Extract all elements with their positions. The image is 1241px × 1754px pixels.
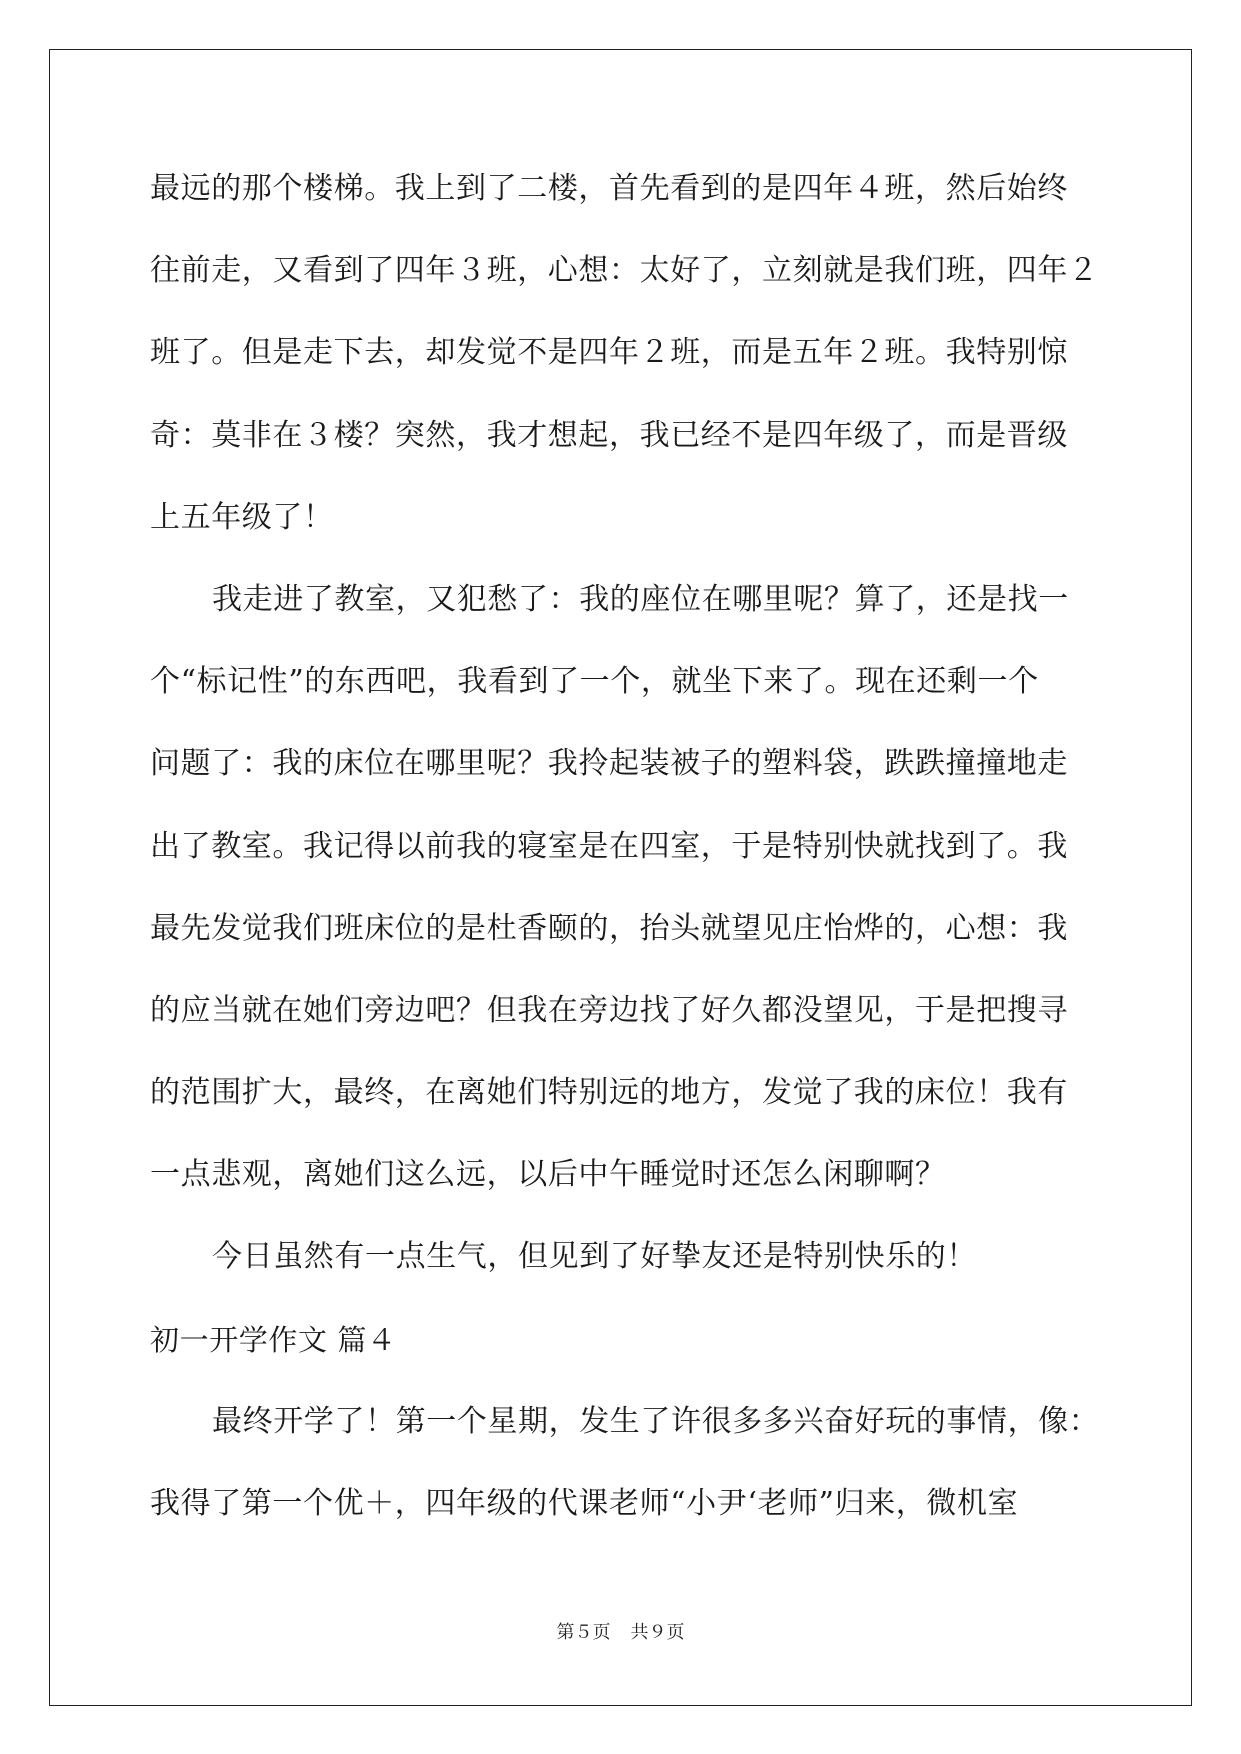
- section-heading: 初一开学作文 篇４: [150, 1322, 397, 1357]
- text-line: 我走进了教室，又犯愁了：我的座位在哪里呢？算了，还是找一: [212, 581, 1069, 617]
- text-line: 今日虽然有一点生气，但见到了好挚友还是特别快乐的！: [212, 1239, 977, 1275]
- text-line: 最先发觉我们班床位的是杜香颐的，抬头就望见庄怡烨的，心想：我: [150, 910, 1068, 946]
- text-line: 一点悲观，离她们这么远，以后中午睡觉时还怎么闲聊啊？: [150, 1157, 946, 1193]
- text-line: 最远的那个楼梯。我上到了二楼，首先看到的是四年４班，然后始终: [150, 171, 1068, 206]
- page-total: 共９页: [630, 1622, 685, 1643]
- text-line: 的范围扩大，最终，在离她们特别远的地方，发觉了我的床位！我有: [150, 1075, 1068, 1111]
- document-body: [150, 148, 1100, 1545]
- text-line: 奇：莫非在３楼？突然，我才想起，我已经不是四年级了，而是晋级: [150, 417, 1068, 453]
- text-line: 最终开学了！第一个星期，发生了许很多多兴奋好玩的事情，像：: [212, 1403, 1100, 1439]
- text-line: 我得了第一个优＋，四年级的代课老师“小尹‘老师”归来，微机室: [150, 1486, 1019, 1521]
- page-footer: [0, 1618, 1241, 1644]
- text-line: 往前走，又看到了四年３班，心想：太好了，立刻就是我们班，四年２: [150, 253, 1099, 289]
- page-number: 第５页: [556, 1622, 611, 1643]
- text-line: 上五年级了！: [150, 499, 334, 535]
- text-line: 的应当就在她们旁边吧？但我在旁边找了好久都没望见，于是把搜寻: [150, 992, 1068, 1028]
- text-line: 班了。但是走下去，却发觉不是四年２班，而是五年２班。我特别惊: [150, 335, 1068, 371]
- text-line: 个“标记性”的东西吧，我看到了一个，就坐下来了。现在还剩一个: [150, 664, 1039, 700]
- text-line: 问题了：我的床位在哪里呢？我拎起装被子的塑料袋，跌跌撞撞地走: [150, 746, 1068, 782]
- text-line: 出了教室。我记得以前我的寝室是在四室，于是特别快就找到了。我: [150, 828, 1068, 864]
